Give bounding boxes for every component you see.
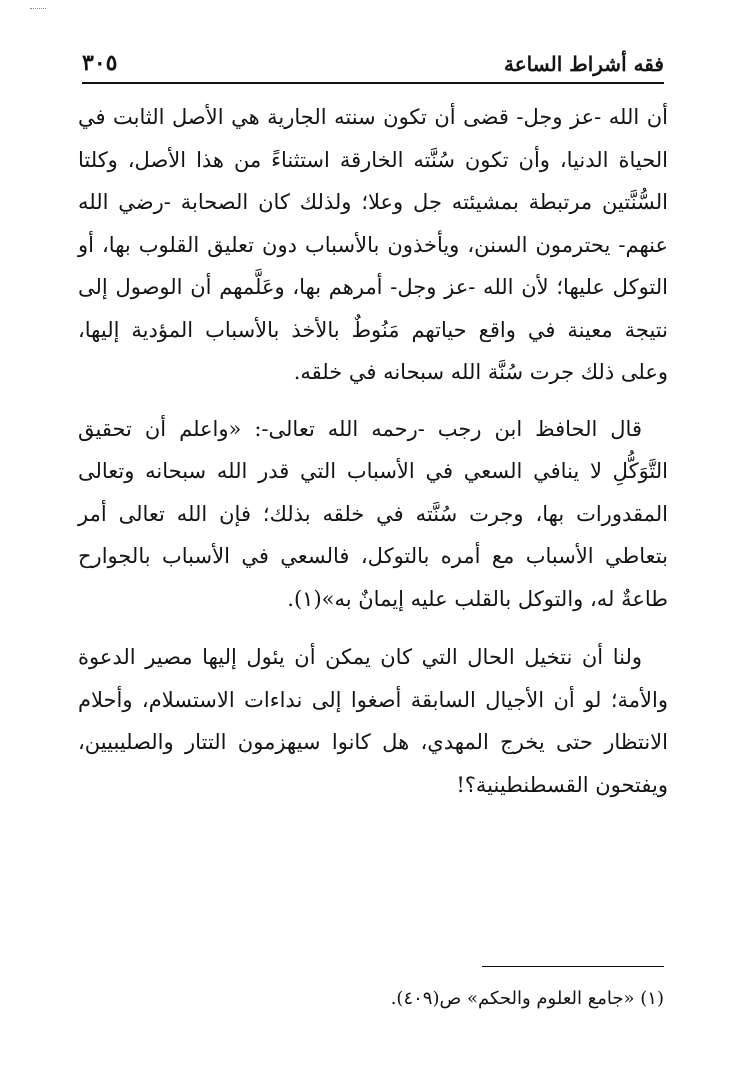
footnote: (١) «جامع العلوم والحكم» ص(٤٠٩). bbox=[390, 988, 664, 1009]
page-header bbox=[82, 44, 664, 84]
running-title: فقه أشراط الساعة bbox=[504, 52, 664, 76]
page-number: ٣٠٥ bbox=[82, 50, 118, 76]
paragraph-3: ولنا أن نتخيل الحال التي كان يمكن أن يئول إليها مصير الدعوة والأمة؛ لو أن الأجيال السابقة أصغوا إلى نداءات الاستسلام، وأحلام الانتظار حتى يخرج المهدي، هل كانوا سيهزمون التتار والصليبيين، ويفتحون القسطنطينية؟! bbox=[78, 645, 668, 797]
paragraph-2: قال الحافظ ابن رجب -رحمه الله تعالى-: «واعلم أن تحقيق التَّوَكُّلِ لا ينافي السعي في الأسباب التي قدر الله سبحانه وتعالى المقدورات بها، وجرت سُنَّته في خلقه بذلك؛ فإن الله تعالى أمر بتعاطي الأسباب مع أمره بالتوكل، فالسعي في الأسباب بالجوارح طاعةٌ له، والتوكل بالقلب عليه إيمانٌ به»(١). bbox=[78, 416, 668, 611]
header-rule bbox=[82, 82, 664, 84]
paragraph-1: أن الله -عز وجل- قضى أن تكون سنته الجارية هي الأصل الثابت في الحياة الدنيا، وأن تكون سُنَّته الخارقة استثناءً من هذا الأصل، وكلتا السُّنَّتين مرتبطة بمشيئته جل وعلا؛ ولذلك كان الصحابة -رضي الله عنهم- يحترمون السنن، ويأخذون بالأسباب دون تعليق القلوب بها، أو التوكل عليها؛ لأن الله -عز وجل- أمرهم بها، وعَلَّمهم أن الوصول إلى نتيجة معينة في واقع حياتهم مَنُوطٌ بالأخذ بالأسباب المؤدية إليها، وعلى ذلك جرت سُنَّة الله سبحانه في خلقه. bbox=[78, 105, 668, 384]
footnote-rule bbox=[482, 966, 664, 967]
scan-corner-mark bbox=[30, 8, 46, 23]
body-text bbox=[78, 96, 668, 806]
